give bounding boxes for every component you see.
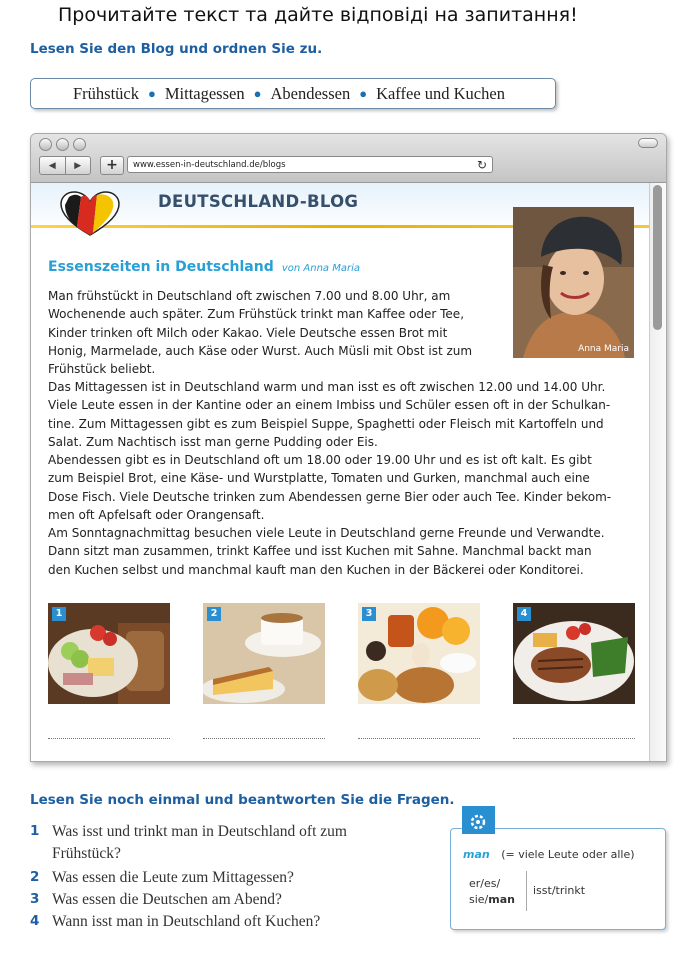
word-item: Abendessen [270, 83, 351, 103]
question-number: 4 [30, 913, 40, 929]
text-line: Dann sitzt man zusammen, trinkt Kaffee und isst Kuchen mit Sahne. Manchmal backt man [48, 544, 592, 559]
food-photo-3 [358, 603, 480, 704]
text-line: Salat. Zum Nachtisch isst man gerne Pudding oder Eis. [48, 434, 378, 449]
grammar-definition: (= viele Leute oder alle) [501, 848, 635, 861]
heart-flag-logo [59, 191, 121, 237]
article-author: von Anna Maria [281, 263, 360, 274]
pronoun-man: man [488, 893, 515, 906]
answer-line-3[interactable] [358, 738, 480, 739]
scroll-thumb[interactable] [653, 185, 662, 330]
text-line: Am Sonntagnachmittag besuchen viele Leute in Deutschland gerne Freunde und Verwandte. [48, 526, 605, 540]
cold-platter-image [48, 603, 170, 704]
food-photo-4 [513, 603, 635, 704]
pronoun-text: sie/ [469, 893, 489, 906]
text-line: den Kuchen selbst und manchmal kauft man den Kuchen in der Bäckerei oder Konditorei. [48, 562, 584, 577]
browser-window [30, 133, 667, 762]
coffee-cake-image [203, 603, 325, 704]
question-text: Was essen die Deutschen am Abend? [52, 891, 282, 908]
photo-number: 3 [362, 607, 376, 621]
answer-line-4[interactable] [513, 738, 635, 739]
question-number: 3 [30, 891, 40, 907]
paragraph-breakfast [48, 287, 472, 378]
reload-icon[interactable]: ↻ [476, 158, 487, 172]
answer-line-1[interactable] [48, 738, 170, 739]
grammar-pronouns [469, 876, 515, 908]
question-text: Was isst und trinkt man in Deutschland oft zum [52, 823, 347, 840]
answer-line-2[interactable] [203, 738, 325, 739]
word-item: Mittagessen [164, 83, 245, 103]
forward-button[interactable]: ▶ [65, 157, 91, 174]
word-item: Frühstück [73, 83, 139, 103]
question-text: Frühstück? [52, 845, 121, 862]
browser-toolbar [31, 134, 666, 183]
web-page [31, 183, 650, 761]
close-window-button[interactable] [39, 138, 52, 151]
article-title: Essenszeiten in Deutschland [48, 259, 274, 275]
paragraph-sunday [48, 524, 605, 579]
paragraph-lunch [48, 378, 610, 451]
back-button[interactable]: ◀ [48, 160, 56, 171]
pronoun-line: er/es/ [469, 877, 501, 890]
toolbar-toggle-button[interactable] [638, 138, 658, 148]
question-number: 2 [30, 869, 40, 885]
bullet-dot: ● [359, 85, 368, 101]
text-line: Das Mittagessen ist in Deutschland warm und man isst es oft zwischen 12.00 und 14.00 Uhr. [48, 380, 606, 394]
author-photo [513, 207, 634, 358]
text-line: Abendessen gibt es in Deutschland oft um 18.00 oder 19.00 Uhr und es ist oft kalt. Es gibt [48, 453, 592, 467]
photo-number: 2 [207, 607, 221, 621]
blog-title: DEUTSCHLAND-BLOG [158, 192, 359, 211]
word-box [30, 78, 556, 109]
gear-icon [462, 806, 495, 834]
word-item: Kaffee und Kuchen [376, 83, 505, 103]
text-line: zum Beispiel Brot, eine Käse- und Wurstplatte, Tomaten und Gurken, manchmal auch eine [48, 471, 590, 486]
text-line: men oft Apfelsaft oder Orangensaft. [48, 507, 265, 522]
task-2-title: Lesen Sie noch einmal und beantworten Sie die Fragen. [30, 792, 455, 808]
zoom-window-button[interactable] [73, 138, 86, 151]
question-text: Was essen die Leute zum Mittagessen? [52, 869, 294, 886]
text-line: Man frühstückt in Deutschland oft zwischen 7.00 und 8.00 Uhr, am [48, 289, 451, 303]
text-line: Wochenende auch später. Zum Frühstück trinkt man Kaffee oder Tee, [48, 307, 465, 322]
text-line: tine. Zum Mittagessen gibt es zum Beispiel Suppe, Spaghetti oder Fleisch mit Kartoffeln und [48, 416, 604, 431]
paragraph-dinner [48, 451, 611, 524]
add-bookmark-button[interactable]: + [100, 156, 124, 175]
task-1-title: Lesen Sie den Blog und ordnen Sie zu. [30, 41, 323, 57]
address-text: www.essen-in-deutschland.de/blogs [133, 160, 286, 170]
grammar-definition-line [463, 848, 635, 861]
food-photo-2 [203, 603, 325, 704]
photo-caption: Anna Maria [578, 344, 629, 354]
photo-number: 1 [52, 607, 66, 621]
text-line: Kinder trinken oft Milch oder Kakao. Viele Deutsche essen Brot mit [48, 325, 448, 340]
grammar-verbs: isst/trinkt [533, 884, 586, 897]
article-heading [48, 256, 360, 275]
bullet-dot: ● [148, 85, 156, 101]
steak-dinner-image [513, 603, 635, 704]
nav-buttons [39, 156, 91, 175]
page-scrollbar[interactable] [649, 183, 666, 761]
question-text: Wann isst man in Deutschland oft Kuchen? [52, 913, 321, 930]
text-line: Honig, Marmelade, auch Käse oder Wurst. Auch Müsli mit Obst ist zum [48, 343, 473, 358]
text-line: Frühstück beliebt. [48, 362, 156, 377]
address-bar[interactable] [127, 156, 493, 173]
question-number: 1 [30, 823, 40, 839]
page-instruction: Прочитайте текст та дайте відповіді на запитання! [58, 4, 578, 26]
breakfast-image [358, 603, 480, 704]
food-photo-1 [48, 603, 170, 704]
bullet-dot: ● [253, 85, 262, 101]
text-line: Viele Leute essen in der Kantine oder an einem Imbiss und Schüler essen oft in der Schulkan- [48, 398, 611, 413]
text-line: Dose Fisch. Viele Deutsche trinken zum Abendessen gerne Bier oder auch Tee. Kinder bekom- [48, 489, 612, 504]
author-portrait [513, 207, 634, 358]
minimize-window-button[interactable] [56, 138, 69, 151]
grammar-box [450, 828, 666, 930]
grammar-keyword: man [463, 848, 490, 861]
grammar-divider [526, 871, 527, 911]
photo-number: 4 [517, 607, 531, 621]
pronoun-line [469, 892, 515, 908]
grammar-tab [462, 806, 495, 834]
